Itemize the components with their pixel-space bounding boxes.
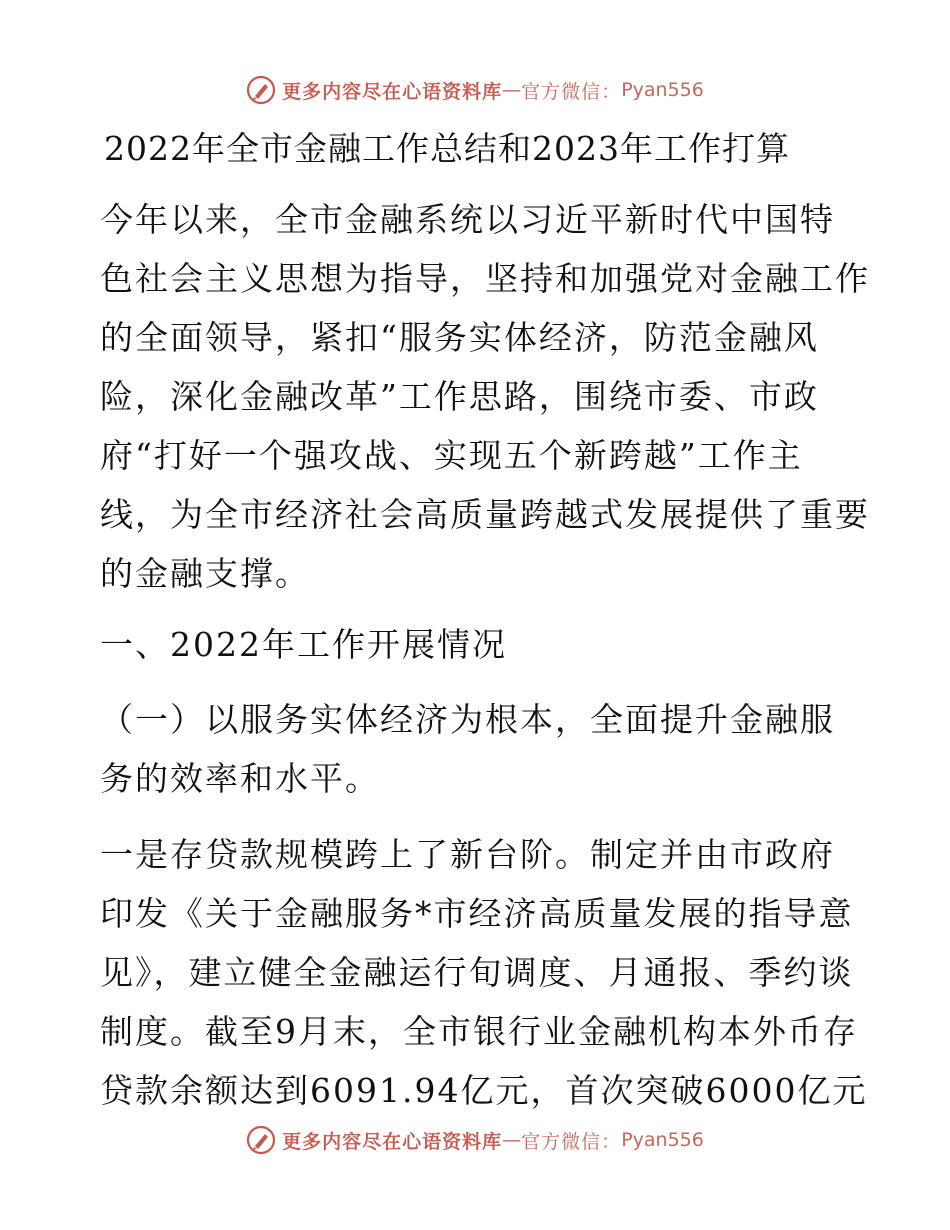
text-line: 色社会主义思想为指导，坚持和加强党对金融工作: [100, 259, 870, 298]
text-line: 的全面领导，紧扣“服务实体经济，防范金融风: [100, 318, 819, 357]
text-line: （一）以服务实体经济为根本，全面提升金融服: [100, 700, 835, 739]
text-line: 今年以来，全市金融系统以习近平新时代中国特: [100, 200, 835, 239]
pen-seal-icon: [246, 75, 276, 105]
text-line: 的金融支撑。: [100, 554, 310, 593]
text-line: 见》，建立健全金融运行旬调度、月通报、季约谈: [100, 953, 854, 992]
text-line: 线，为全市经济社会高质量跨越式发展提供了重要: [100, 495, 870, 534]
watermark-main-text: 更多内容尽在心语资料库: [282, 1130, 503, 1153]
document-title: 2022年全市金融工作总结和2023年工作打算: [104, 129, 790, 168]
watermark-main-text: 更多内容尽在心语资料库: [282, 80, 503, 103]
watermark-official-label: 官方微信：: [521, 1130, 622, 1153]
heading-line: 一、2022年工作开展情况: [100, 625, 507, 664]
text-line: 一是存贷款规模跨上了新台阶。制定并由市政府: [100, 835, 835, 874]
watermark-wechat-id: Pyan556: [621, 79, 704, 101]
watermark-official-label: 官方微信：: [521, 80, 622, 103]
watermark-separator: —: [502, 79, 522, 101]
pen-seal-icon: [246, 1125, 276, 1155]
section-heading: [100, 615, 860, 674]
text-line: 险，深化金融改革”工作思路，围绕市委、市政: [100, 377, 819, 416]
watermark-wechat-id: Pyan556: [621, 1129, 704, 1151]
paragraph-intro: [100, 190, 870, 603]
text-line: 贷款余额达到6091.94亿元，首次突破6000亿元: [100, 1071, 868, 1110]
watermark-footer: [0, 1120, 950, 1160]
paragraph-deposits: [100, 825, 868, 1120]
text-line: 务的效率和水平。: [100, 759, 380, 798]
watermark-separator: —: [502, 1129, 522, 1151]
watermark-header: [0, 70, 950, 110]
subsection-heading: [100, 690, 860, 808]
text-line: 府“打好一个强攻战、实现五个新跨越”工作主: [100, 436, 803, 475]
text-line: 印发《关于金融服务*市经济高质量发展的指导意: [100, 894, 854, 933]
text-line: 制度。截至9月末，全市银行业金融机构本外币存: [100, 1012, 858, 1051]
